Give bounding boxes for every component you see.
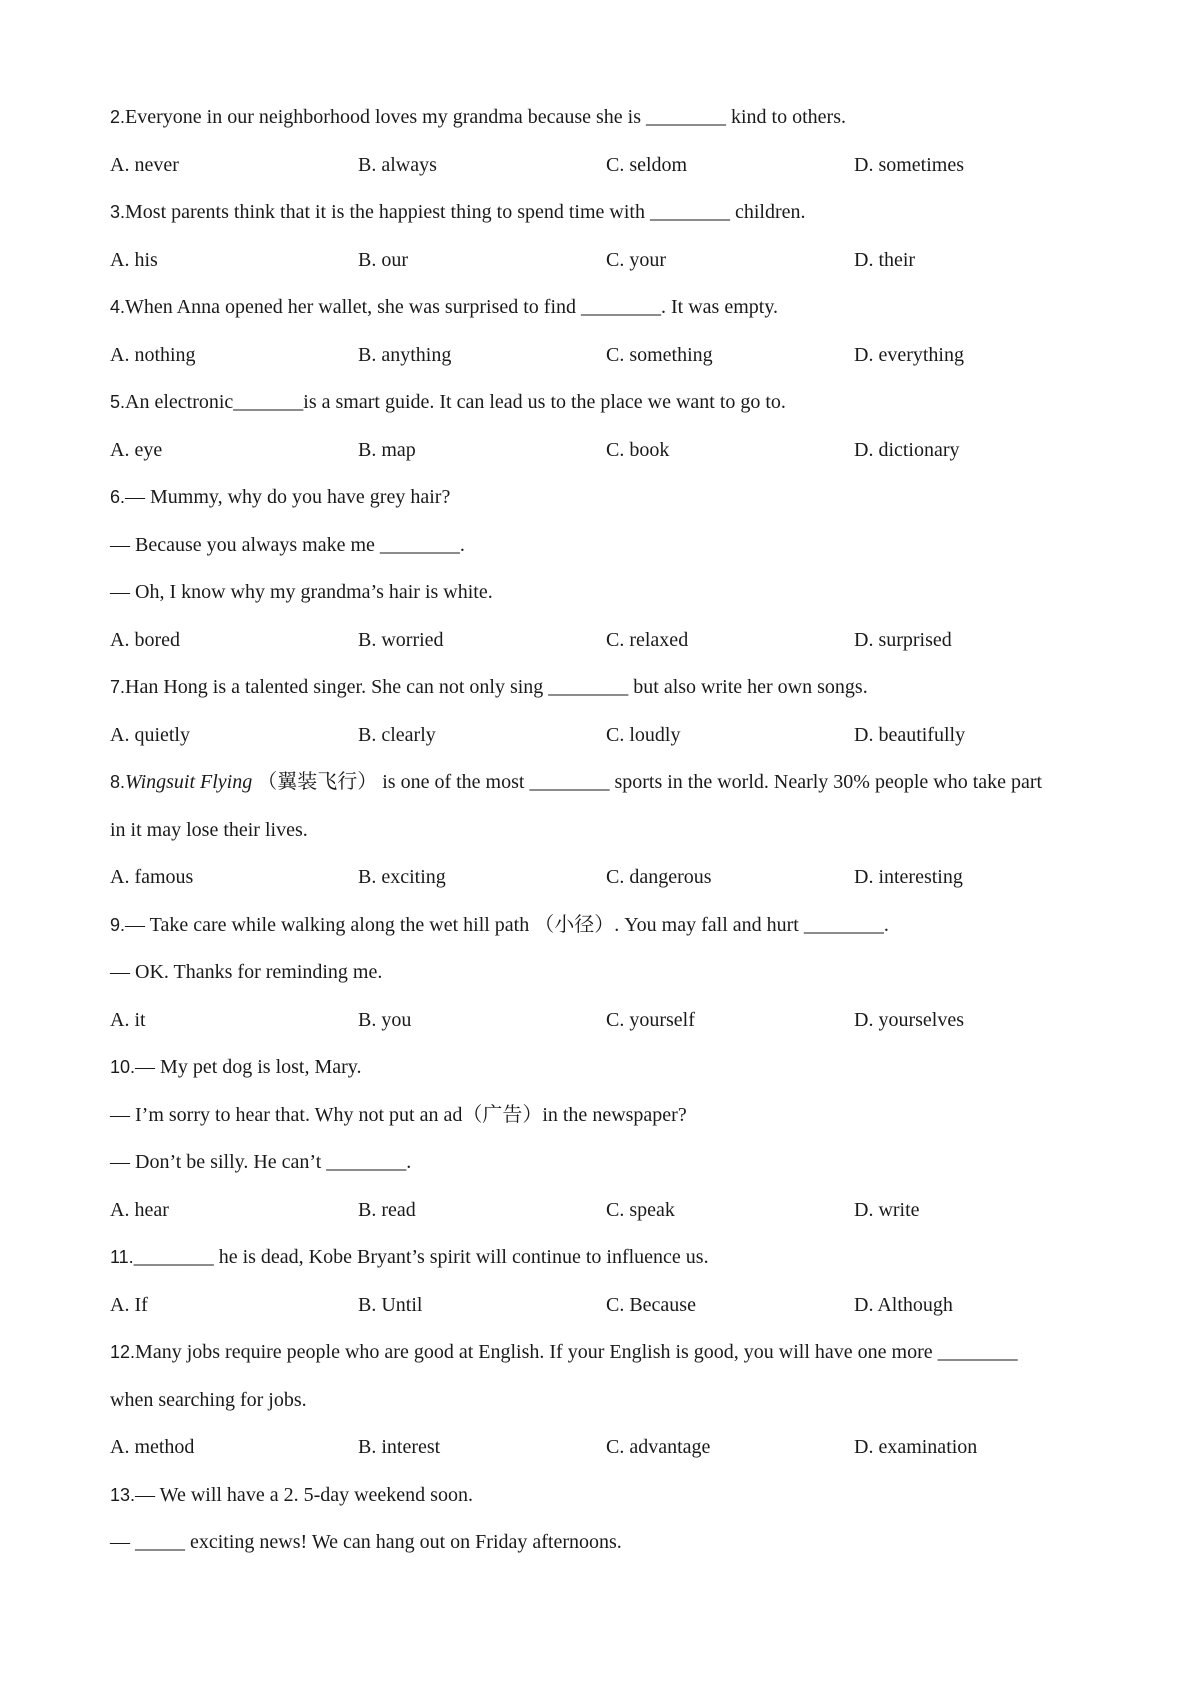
option-c: C. book	[606, 439, 670, 461]
option-b: B. our	[358, 249, 408, 271]
option-b: B. clearly	[358, 724, 436, 746]
stem-text: When Anna opened her wallet, she was surprised to find ________. It was empty.	[125, 296, 779, 318]
option-a: A. bored	[110, 629, 180, 651]
stem-text: — We will have a 2. 5-day weekend soon.	[135, 1484, 473, 1506]
option-c: C. something	[606, 344, 713, 366]
question-6-stem	[110, 484, 1110, 510]
option-d: D. Although	[854, 1294, 953, 1316]
option-d: D. write	[854, 1199, 920, 1221]
option-b: B. interest	[358, 1436, 441, 1458]
option-b: B. Until	[358, 1294, 423, 1316]
option-d: D. their	[854, 249, 916, 271]
option-a: A. never	[110, 154, 179, 176]
option-c: C. seldom	[606, 154, 688, 176]
option-d: D. yourselves	[854, 1009, 964, 1031]
question-number: 7.	[110, 677, 126, 697]
question-number: 8.	[110, 772, 126, 792]
option-b: B. exciting	[358, 866, 446, 888]
option-c: C. loudly	[606, 724, 681, 746]
option-a: A. If	[110, 1294, 148, 1316]
option-b: B. read	[358, 1199, 416, 1221]
option-c: C. speak	[606, 1199, 675, 1221]
option-b: B. map	[358, 439, 416, 461]
stem-text: （翼装飞行） is one of the most ________ sports in the world. Nearly 30% people who take part	[252, 771, 1043, 793]
stem-italic-term: Wingsuit Flying	[125, 771, 253, 793]
stem-text: Everyone in our neighborhood loves my grandma because she is ________ kind to others.	[125, 106, 846, 128]
question-3-stem	[110, 199, 1110, 225]
option-a: A. quietly	[110, 724, 190, 746]
question-13-stem-line-2: — _____ exciting news! We can hang out on Friday afternoons.	[110, 1531, 622, 1553]
stem-text: — Take care while walking along the wet hill path （小径）. You may fall and hurt ________.	[125, 914, 889, 936]
question-4-stem	[110, 294, 1110, 320]
question-10-stem-line-2: — I’m sorry to hear that. Why not put an ad（广告）in the newspaper?	[110, 1104, 687, 1126]
question-12-stem-line-2: when searching for jobs.	[110, 1389, 307, 1411]
question-6-stem-line-3: — Oh, I know why my grandma’s hair is white.	[110, 581, 493, 603]
question-13-stem	[110, 1482, 1110, 1508]
question-number: 5.	[110, 392, 126, 412]
question-number: 10.	[110, 1057, 136, 1077]
question-2-stem	[110, 104, 1110, 130]
option-d: D. everything	[854, 344, 964, 366]
option-c: C. yourself	[606, 1009, 695, 1031]
option-a: A. method	[110, 1436, 195, 1458]
option-b: B. worried	[358, 629, 444, 651]
option-d: D. surprised	[854, 629, 952, 651]
option-a: A. famous	[110, 866, 194, 888]
stem-text: An electronic_______is a smart guide. It can lead us to the place we want to go to.	[125, 391, 786, 413]
question-6-stem-line-2: — Because you always make me ________.	[110, 534, 465, 556]
question-number: 11.	[110, 1247, 134, 1267]
question-number: 4.	[110, 297, 126, 317]
question-8-stem-line-2: in it may lose their lives.	[110, 819, 308, 841]
stem-text: Han Hong is a talented singer. She can not only sing ________ but also write her own songs.	[125, 676, 868, 698]
question-8-stem	[110, 769, 1110, 795]
question-number: 3.	[110, 202, 126, 222]
option-c: C. your	[606, 249, 666, 271]
question-number: 13.	[110, 1485, 136, 1505]
question-number: 12.	[110, 1342, 136, 1362]
stem-text: Many jobs require people who are good at English. If your English is good, you will have one more ________	[135, 1341, 1018, 1363]
question-9-stem-line-2: — OK. Thanks for reminding me.	[110, 961, 383, 983]
option-c: C. advantage	[606, 1436, 711, 1458]
option-b: B. always	[358, 154, 437, 176]
option-d: D. dictionary	[854, 439, 960, 461]
question-11-stem	[110, 1244, 1110, 1270]
option-a: A. eye	[110, 439, 163, 461]
option-d: D. examination	[854, 1436, 978, 1458]
option-b: B. you	[358, 1009, 412, 1031]
option-a: A. hear	[110, 1199, 169, 1221]
question-5-stem	[110, 389, 1110, 415]
question-number: 6.	[110, 487, 126, 507]
option-a: A. nothing	[110, 344, 196, 366]
stem-text: ________ he is dead, Kobe Bryant’s spirit will continue to influence us.	[133, 1246, 709, 1268]
question-10-stem-line-3: — Don’t be silly. He can’t ________.	[110, 1151, 412, 1173]
question-12-stem	[110, 1339, 1110, 1365]
option-c: C. dangerous	[606, 866, 712, 888]
question-10-stem	[110, 1054, 1110, 1080]
question-number: 9.	[110, 915, 126, 935]
question-9-stem	[110, 912, 1110, 938]
question-number: 2.	[110, 107, 126, 127]
option-c: C. Because	[606, 1294, 696, 1316]
option-d: D. interesting	[854, 866, 963, 888]
option-c: C. relaxed	[606, 629, 689, 651]
option-d: D. beautifully	[854, 724, 966, 746]
option-a: A. his	[110, 249, 158, 271]
option-b: B. anything	[358, 344, 452, 366]
stem-text: Most parents think that it is the happiest thing to spend time with ________ children.	[125, 201, 806, 223]
stem-text: — Mummy, why do you have grey hair?	[125, 486, 451, 508]
question-7-stem	[110, 674, 1110, 700]
option-d: D. sometimes	[854, 154, 964, 176]
stem-text: — My pet dog is lost, Mary.	[135, 1056, 362, 1078]
option-a: A. it	[110, 1009, 146, 1031]
